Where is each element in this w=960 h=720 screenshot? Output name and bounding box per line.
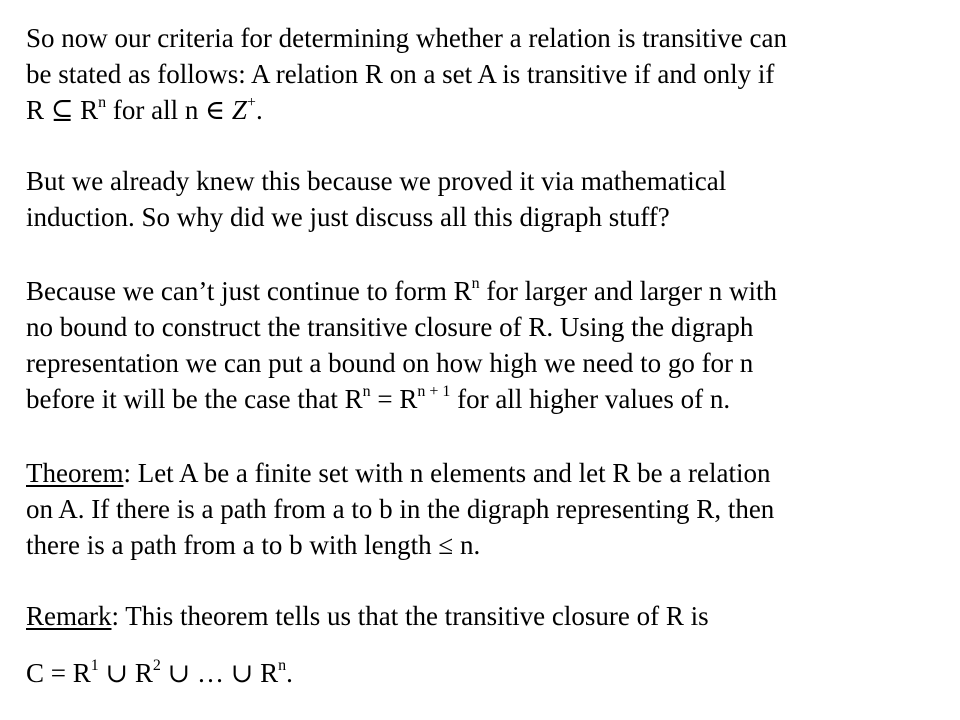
paragraph-transitivity-criteria bbox=[26, 20, 787, 128]
theorem-label: Theorem bbox=[26, 458, 124, 488]
text-line: no bound to construct the transitive closure of R. Using the digraph bbox=[26, 312, 754, 342]
text-line: be stated as follows: A relation R on a set A is transitive if and only if bbox=[26, 59, 775, 89]
text-line: Remark: This theorem tells us that the transitive closure of R is bbox=[26, 601, 709, 631]
element-of-symbol: ∈ bbox=[205, 95, 226, 125]
text-line: representation we can put a bound on how high we need to go for n bbox=[26, 348, 754, 378]
union-symbol: ∪ bbox=[230, 658, 254, 688]
text-line: Theorem: Let A be a finite set with n elements and let R be a relation bbox=[26, 458, 771, 488]
union-symbol: ∪ bbox=[167, 658, 191, 688]
text-line: R ⊆ $R^n$ for all n ∈ Z+. bbox=[26, 94, 263, 125]
text-line: So now our criteria for determining whether a relation is transitive can bbox=[26, 23, 787, 53]
leq-symbol: ≤ bbox=[438, 530, 454, 560]
formula-line: $C = R^1$ ∪ $R^2$ ∪ … ∪ $R^n$. bbox=[26, 657, 293, 688]
closure-formula bbox=[26, 655, 293, 691]
text-line: But we already knew this because we proved it via mathematical bbox=[26, 166, 727, 196]
remark-block bbox=[26, 598, 709, 634]
text-line: there is a path from a to b with length ≤ n. bbox=[26, 530, 481, 560]
text-line: induction. So why did we just discuss all this digraph stuff? bbox=[26, 202, 670, 232]
subseteq-symbol: ⊆ bbox=[50, 95, 74, 125]
text-line: on A. If there is a path from a to b in the digraph representing R, then bbox=[26, 494, 775, 524]
theorem-block bbox=[26, 455, 774, 563]
text-line: Because we can’t just continue to form $R^n$ for larger and larger n with bbox=[26, 275, 778, 306]
remark-label: Remark bbox=[26, 601, 112, 631]
text-line: before it will be the case that $R^n = R^{n + 1}$ for all higher values of n. bbox=[26, 383, 731, 414]
paragraph-bound bbox=[26, 273, 777, 417]
union-symbol: ∪ bbox=[105, 658, 129, 688]
paragraph-induction bbox=[26, 163, 726, 235]
